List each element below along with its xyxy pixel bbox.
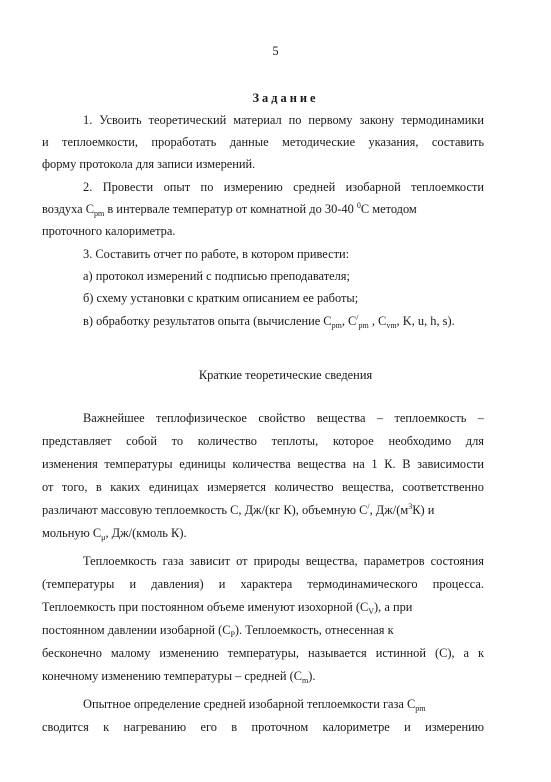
page-number: 5	[272, 44, 279, 58]
task-item-2-line-1: 2. Провести опыт по измерению средней изобарной теплоемкости	[83, 180, 484, 194]
para1-line-3: изменения температуры единицы количества вещества на 1 К. В зависимости	[42, 457, 484, 471]
task-heading: Задание	[252, 91, 319, 105]
para2-line-6: конечному изменению температуры – средней $(С_m)$.	[42, 669, 316, 685]
task-item-1-line-1: 1. Усвоить теоретический материал по первому закону термодинамики	[83, 113, 484, 127]
para3-line-1: Опытное определение средней изобарной теплоемкости газа $C_{pm}$	[83, 697, 426, 713]
task-item-3a: а) протокол измерений с подписью преподавателя;	[83, 269, 350, 283]
task-item-3: 3. Составить отчет по работе, в котором привести:	[83, 247, 350, 261]
para1-line-4: от того, в каких единицах измеряется количество вещества, соответственно	[42, 480, 484, 494]
theory-title: Краткие теоретические сведения	[198, 368, 373, 382]
task-item-3b: б) схему установки с кратким описанием ее работы;	[83, 291, 359, 305]
para1-line-2: представляет собой то количество теплоты, которое необходимо для	[42, 434, 484, 448]
task-item-2-line-2	[42, 202, 484, 216]
para2-line-5: бесконечно малому изменению температуры, называется истинной (С), а к	[42, 646, 484, 660]
para1-line-6: мольную $С_\mu$, Дж/(кмоль К).	[42, 526, 187, 542]
para2-line-3: Теплоемкость при постоянном объеме именуют изохорной $(C_V)$, а при	[42, 600, 413, 616]
task-item-3c: в) обработку результатов опыта (вычисление $C_{pm}$, $C^/_{pm}$ , $C_{vm}$, K, u, h, s).	[83, 313, 455, 330]
task-item-2-air-cpm: воздуха $C_{pm}$ в интервале температур от комнатной до 30-40 $^0$С методом	[42, 201, 417, 218]
task-item-2-line-3: проточного калориметра.	[42, 224, 176, 238]
task-item-1-line-3: форму протокола для записи измерений.	[42, 157, 256, 171]
para1-line-5: различают массовую теплоемкость С, Дж/(кг К), объемную С/, $Дж/(м^3К)$ и	[42, 502, 435, 517]
para2-line-4: постоянном давлении изобарной $(C_P)$. Теплоемкость, отнесенная к	[42, 623, 394, 639]
para2-line-1: Теплоемкость газа зависит от природы вещества, параметров состояния	[83, 554, 484, 568]
para3-line-2: сводится к нагреванию его в проточном калориметре и измерению	[42, 720, 484, 734]
para2-line-2: (температуры и давления) и характера термодинамического процесса.	[42, 577, 484, 591]
para1-line-1: Важнейшее теплофизическое свойство вещества – теплоемкость –	[83, 411, 484, 425]
task-item-1-line-2: и теплоемкости, проработать данные методические указания, составить	[42, 135, 484, 149]
